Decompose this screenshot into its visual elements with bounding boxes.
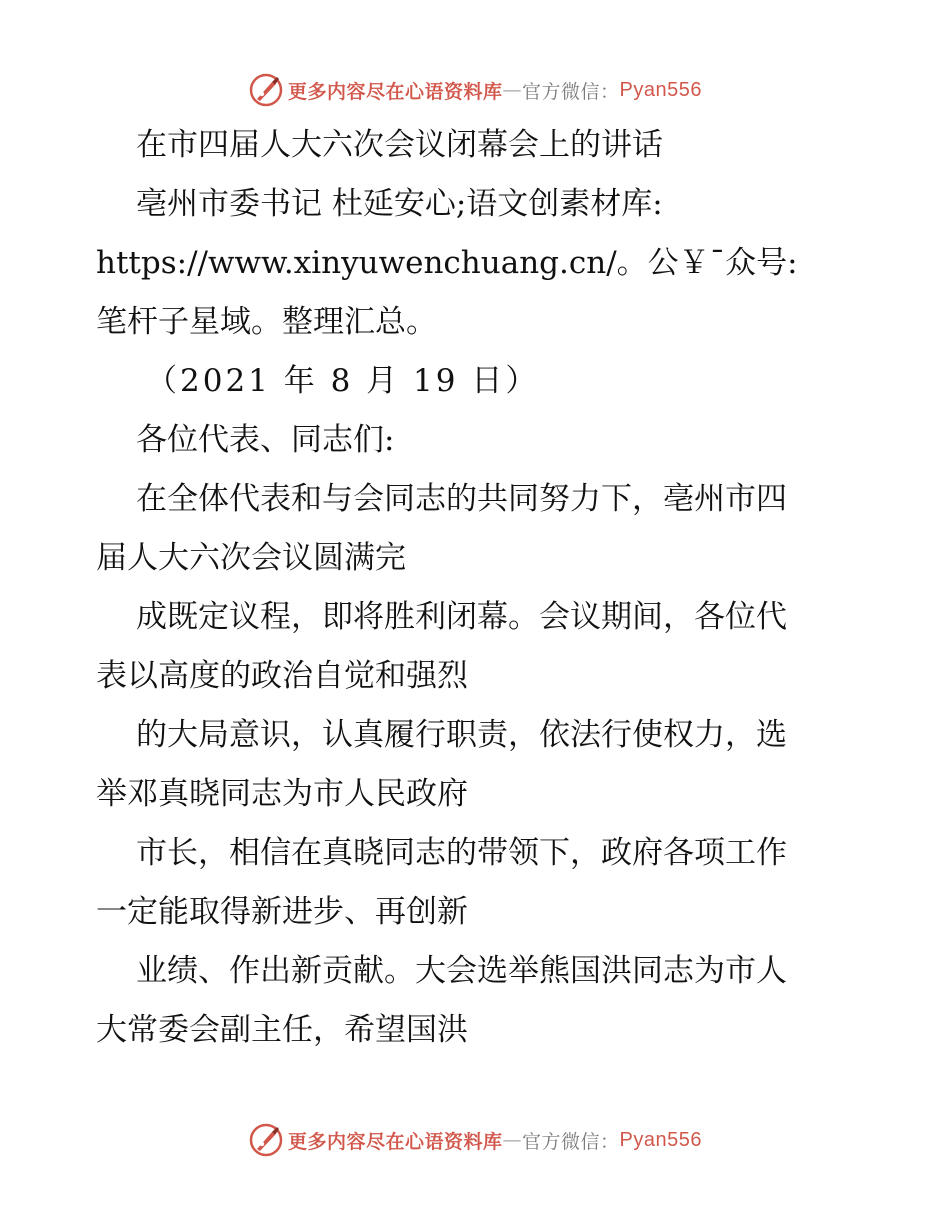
paragraph-3-line-1: 的大局意识，认真履行职责，依法行使权力，选	[136, 717, 787, 753]
quill-pen-seal-icon	[248, 72, 284, 108]
source-line: 笔杆子星域。整理汇总。	[96, 304, 437, 340]
paragraph-5-line-2: 大常委会副主任，希望国洪	[96, 1012, 468, 1048]
banner-wechat-label: 官方微信：	[522, 80, 620, 103]
paragraph-4-line-2: 一定能取得新进步、再创新	[96, 894, 468, 930]
banner-wechat-id: Pyan556	[619, 1128, 702, 1151]
document-body	[96, 116, 856, 1060]
document-title: 在市四届人大六次会议闭幕会上的讲话	[136, 127, 663, 163]
banner-dash: —	[502, 79, 523, 101]
paragraph-1-line-2: 届人大六次会议圆满完	[96, 540, 406, 576]
paragraph-3-line-2: 举邓真晓同志为市人民政府	[96, 776, 468, 812]
quill-pen-seal-icon	[248, 1122, 284, 1158]
speech-date: （2021 年 8 月 19 日）	[146, 363, 540, 399]
paragraph-2-line-1: 成既定议程，即将胜利闭幕。会议期间，各位代	[136, 599, 787, 635]
url-line: https://www.xinyuwenchuang.cn/。公￥¯众号:	[96, 245, 798, 281]
banner-wechat-id: Pyan556	[619, 78, 702, 101]
banner-dash: —	[502, 1129, 523, 1151]
banner-wechat-label: 官方微信：	[522, 1130, 620, 1153]
salutation: 各位代表、同志们:	[136, 422, 395, 458]
paragraph-4-line-1: 市长，相信在真晓同志的带领下，政府各项工作	[136, 835, 787, 871]
header-watermark-banner	[0, 70, 950, 110]
banner-main-text: 更多内容尽在心语资料库	[288, 1130, 503, 1153]
paragraph-5-line-1: 业绩、作出新贡献。大会选举熊国洪同志为市人	[136, 953, 787, 989]
footer-watermark-banner	[0, 1120, 950, 1160]
paragraph-1-line-1: 在全体代表和与会同志的共同努力下，亳州市四	[136, 481, 787, 517]
author-line: 亳州市委书记 杜延安心;语文创素材库:	[136, 186, 663, 222]
banner-main-text: 更多内容尽在心语资料库	[288, 80, 503, 103]
paragraph-2-line-2: 表以高度的政治自觉和强烈	[96, 658, 468, 694]
